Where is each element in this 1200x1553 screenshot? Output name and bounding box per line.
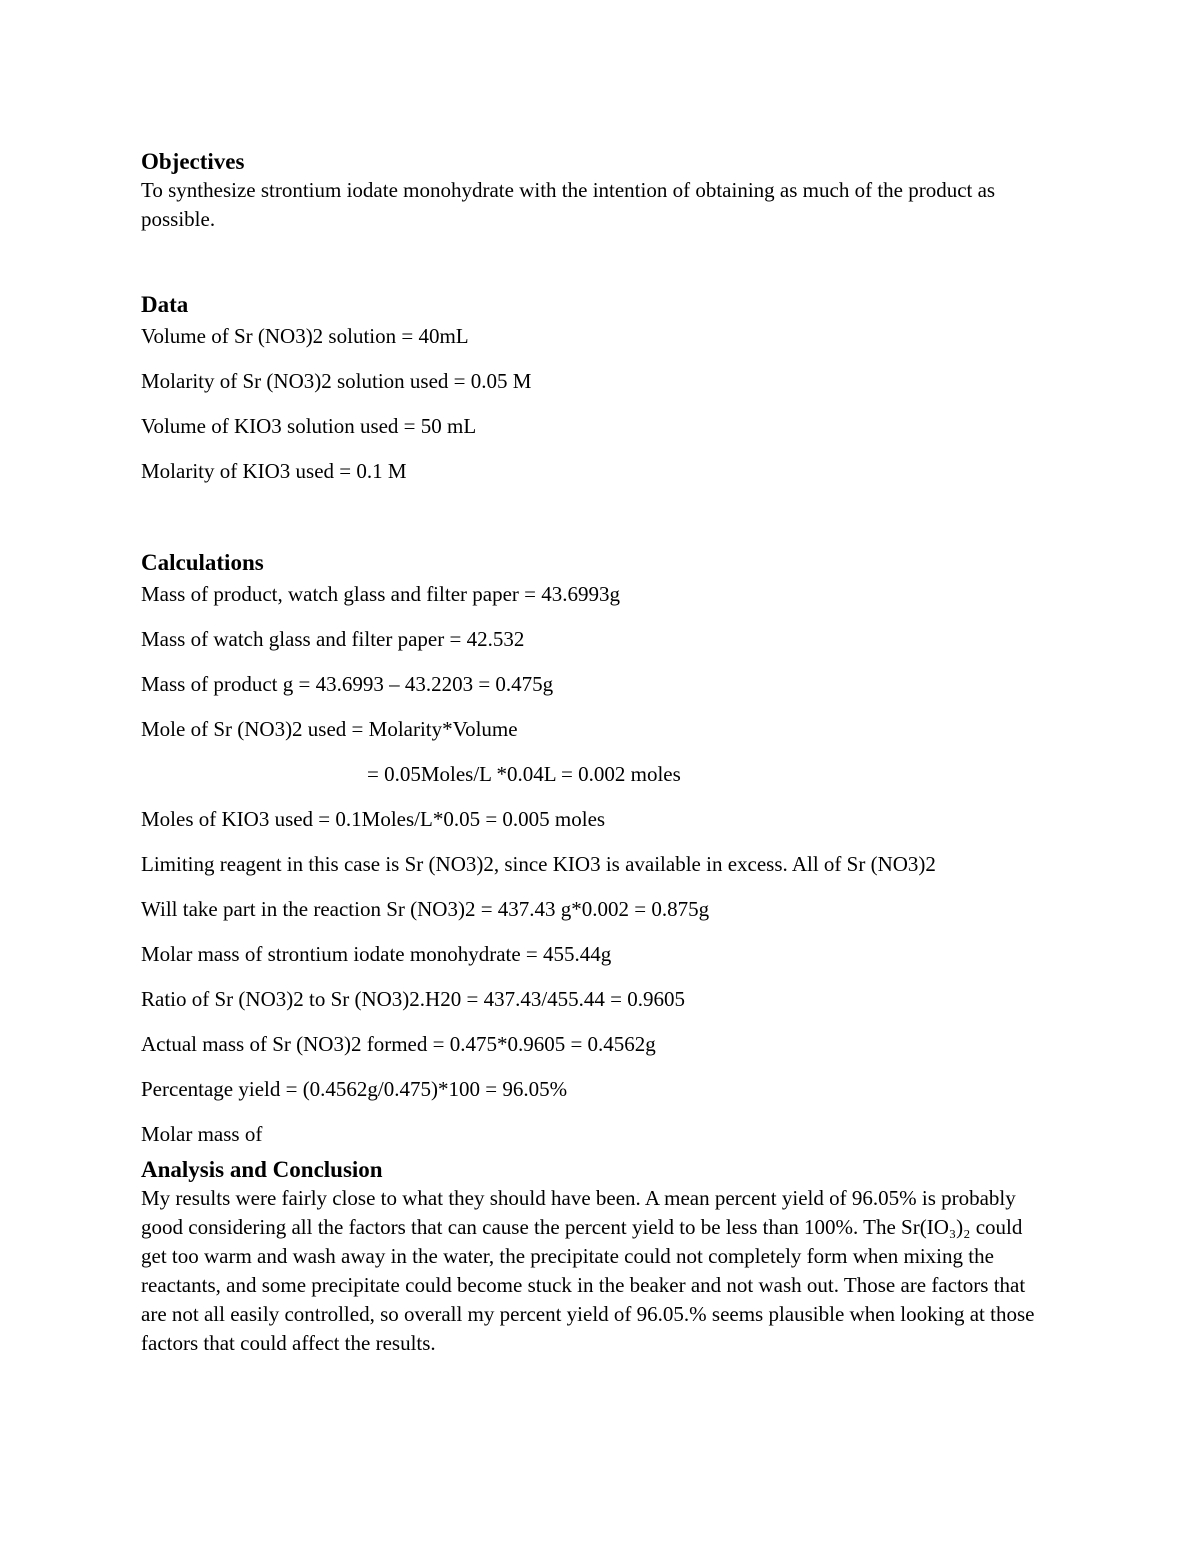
calculation-line: Mole of Sr (NO3)2 used = Molarity*Volume [141,717,518,741]
calculations-heading: Calculations [141,550,264,575]
data-line: Volume of Sr (NO3)2 solution = 40mL [141,324,469,348]
analysis-heading: Analysis and Conclusion [141,1157,383,1182]
analysis-text: My results were fairly close to what they should have been. A mean percent yield of 96.05% is probably good considering all the factors that can cause the percent yield to be less than 100%. The Sr(IO₃)₂ could get too warm and wash away in the water, the precipitate could not completely form when mixing the reactants, and some precipitate could become stuck in the beaker and not wash out. Those are factors that are not all easily controlled, so overall my percent yield of 96.05.% seems plausible when looking at those factors that could affect the results. [141,1186,1035,1355]
calculation-line: Will take part in the reaction Sr (NO3)2 = 437.43 g*0.002 = 0.875g [141,897,710,921]
data-line: Volume of KIO3 solution used = 50 mL [141,414,477,438]
calculation-line: Molar mass of strontium iodate monohydrate = 455.44g [141,942,612,966]
data-line: Molarity of Sr (NO3)2 solution used = 0.05 M [141,369,532,393]
document-body [141,148,1041,1358]
data-section [141,291,1041,486]
calculation-line: Mass of watch glass and filter paper = 42.532 [141,627,525,651]
data-line: Molarity of KIO3 used = 0.1 M [141,459,407,483]
calculation-line: Mass of product, watch glass and filter paper = 43.6993g [141,582,620,606]
objectives-text: To synthesize strontium iodate monohydrate with the intention of obtaining as much of the product as possible. [141,178,996,231]
section-spacer [141,234,1041,291]
calculation-line: Ratio of Sr (NO3)2 to Sr (NO3)2.H20 = 437.43/455.44 = 0.9605 [141,987,685,1011]
objectives-section [141,148,1041,234]
calculation-line: Mass of product g = 43.6993 – 43.2203 = 0.475g [141,672,554,696]
calculation-line: Limiting reagent in this case is Sr (NO3)2, since KIO3 is available in excess. All of Sr (NO3)2 [141,852,936,876]
calculation-line: Molar mass of [141,1122,263,1146]
data-heading: Data [141,292,189,317]
calculation-line: Moles of KIO3 used = 0.1Moles/L*0.05 = 0.005 moles [141,807,606,831]
calculation-line-continued: = 0.05Moles/L *0.04L = 0.002 moles [367,762,681,786]
calculations-section [141,549,1041,1149]
section-spacer [141,502,1041,549]
objectives-heading: Objectives [141,149,245,174]
calculation-line: Actual mass of Sr (NO3)2 formed = 0.475*0.9605 = 0.4562g [141,1032,656,1056]
analysis-section [141,1156,1041,1358]
calculation-line: Percentage yield = (0.4562g/0.475)*100 = 96.05% [141,1077,568,1101]
